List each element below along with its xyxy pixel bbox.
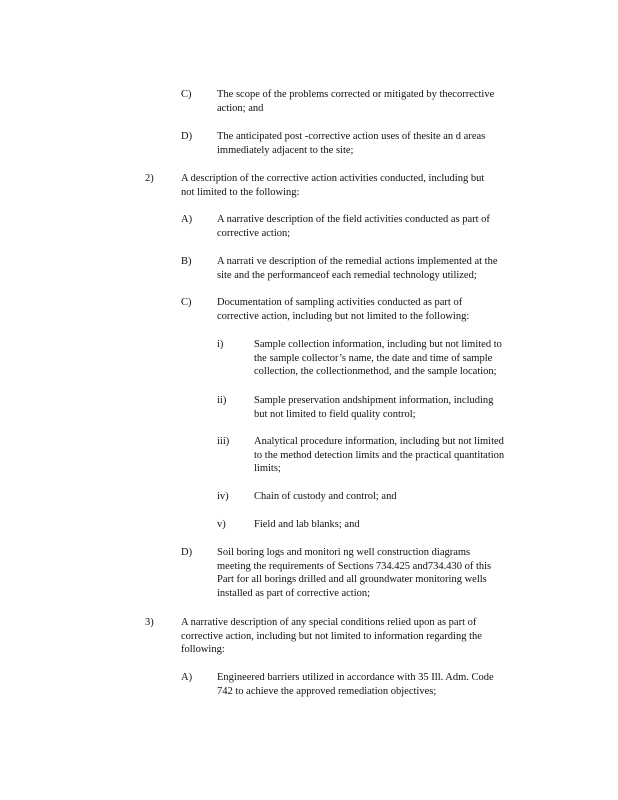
item-text: Soil boring logs and monitori ng well construction diagrams meeting the requirements of Sections 734.425 and734.430 of this Part for all borings drilled and all groundwater monitoring wells installed as part of corrective action; [217,547,492,599]
item-label: ii) [217,395,227,406]
item-text: Engineered barriers utilized in accordance with 35 Ill. Adm. Code 742 to achieve the approved remediation objectives; [217,672,494,697]
item-label: A) [181,672,193,683]
item-text: A description of the corrective action activities conducted, including but not limited to the following: [181,173,485,198]
item-text: The anticipated post -corrective action uses of thesite an d areas immediately adjacent to the site; [217,131,486,156]
item-text: Sample collection information, including but not limited to the sample collector’s name, the date and time of sample collection, the collectionmethod, and the sample location; [254,339,502,378]
item-label: B) [181,256,192,267]
item-label: iii) [217,436,230,447]
item-label: D) [181,547,193,558]
item-label: C) [181,297,192,308]
item-label: i) [217,339,224,350]
item-label: iv) [217,491,229,502]
item-text: A narrative description of the field activities conducted as part of corrective action; [217,214,490,239]
item-label: A) [181,214,193,225]
item-text: Analytical procedure information, including but not limited to the method detection limits and the practical quantitation limits; [254,436,505,475]
item-text: Sample preservation andshipment information, including but not limited to field quality control; [254,395,494,420]
item-label: 3) [145,617,154,628]
item-label: v) [217,519,226,530]
item-label: 2) [145,173,154,184]
item-label: D) [181,131,193,142]
item-text: Chain of custody and control; and [254,491,397,502]
item-text: Field and lab blanks; and [254,519,360,530]
item-text: A narrative description of any special conditions relied upon as part of corrective action, including but not limited to information regarding the following: [181,617,482,656]
item-text: Documentation of sampling activities conducted as part of corrective action, including but not limited to the following: [217,297,470,322]
item-text: A narrati ve description of the remedial actions implemented at the site and the performanceof each remedial technology utilized; [217,256,498,281]
item-text: The scope of the problems corrected or mitigated by thecorrective action; and [217,89,495,114]
item-label: C) [181,89,192,100]
